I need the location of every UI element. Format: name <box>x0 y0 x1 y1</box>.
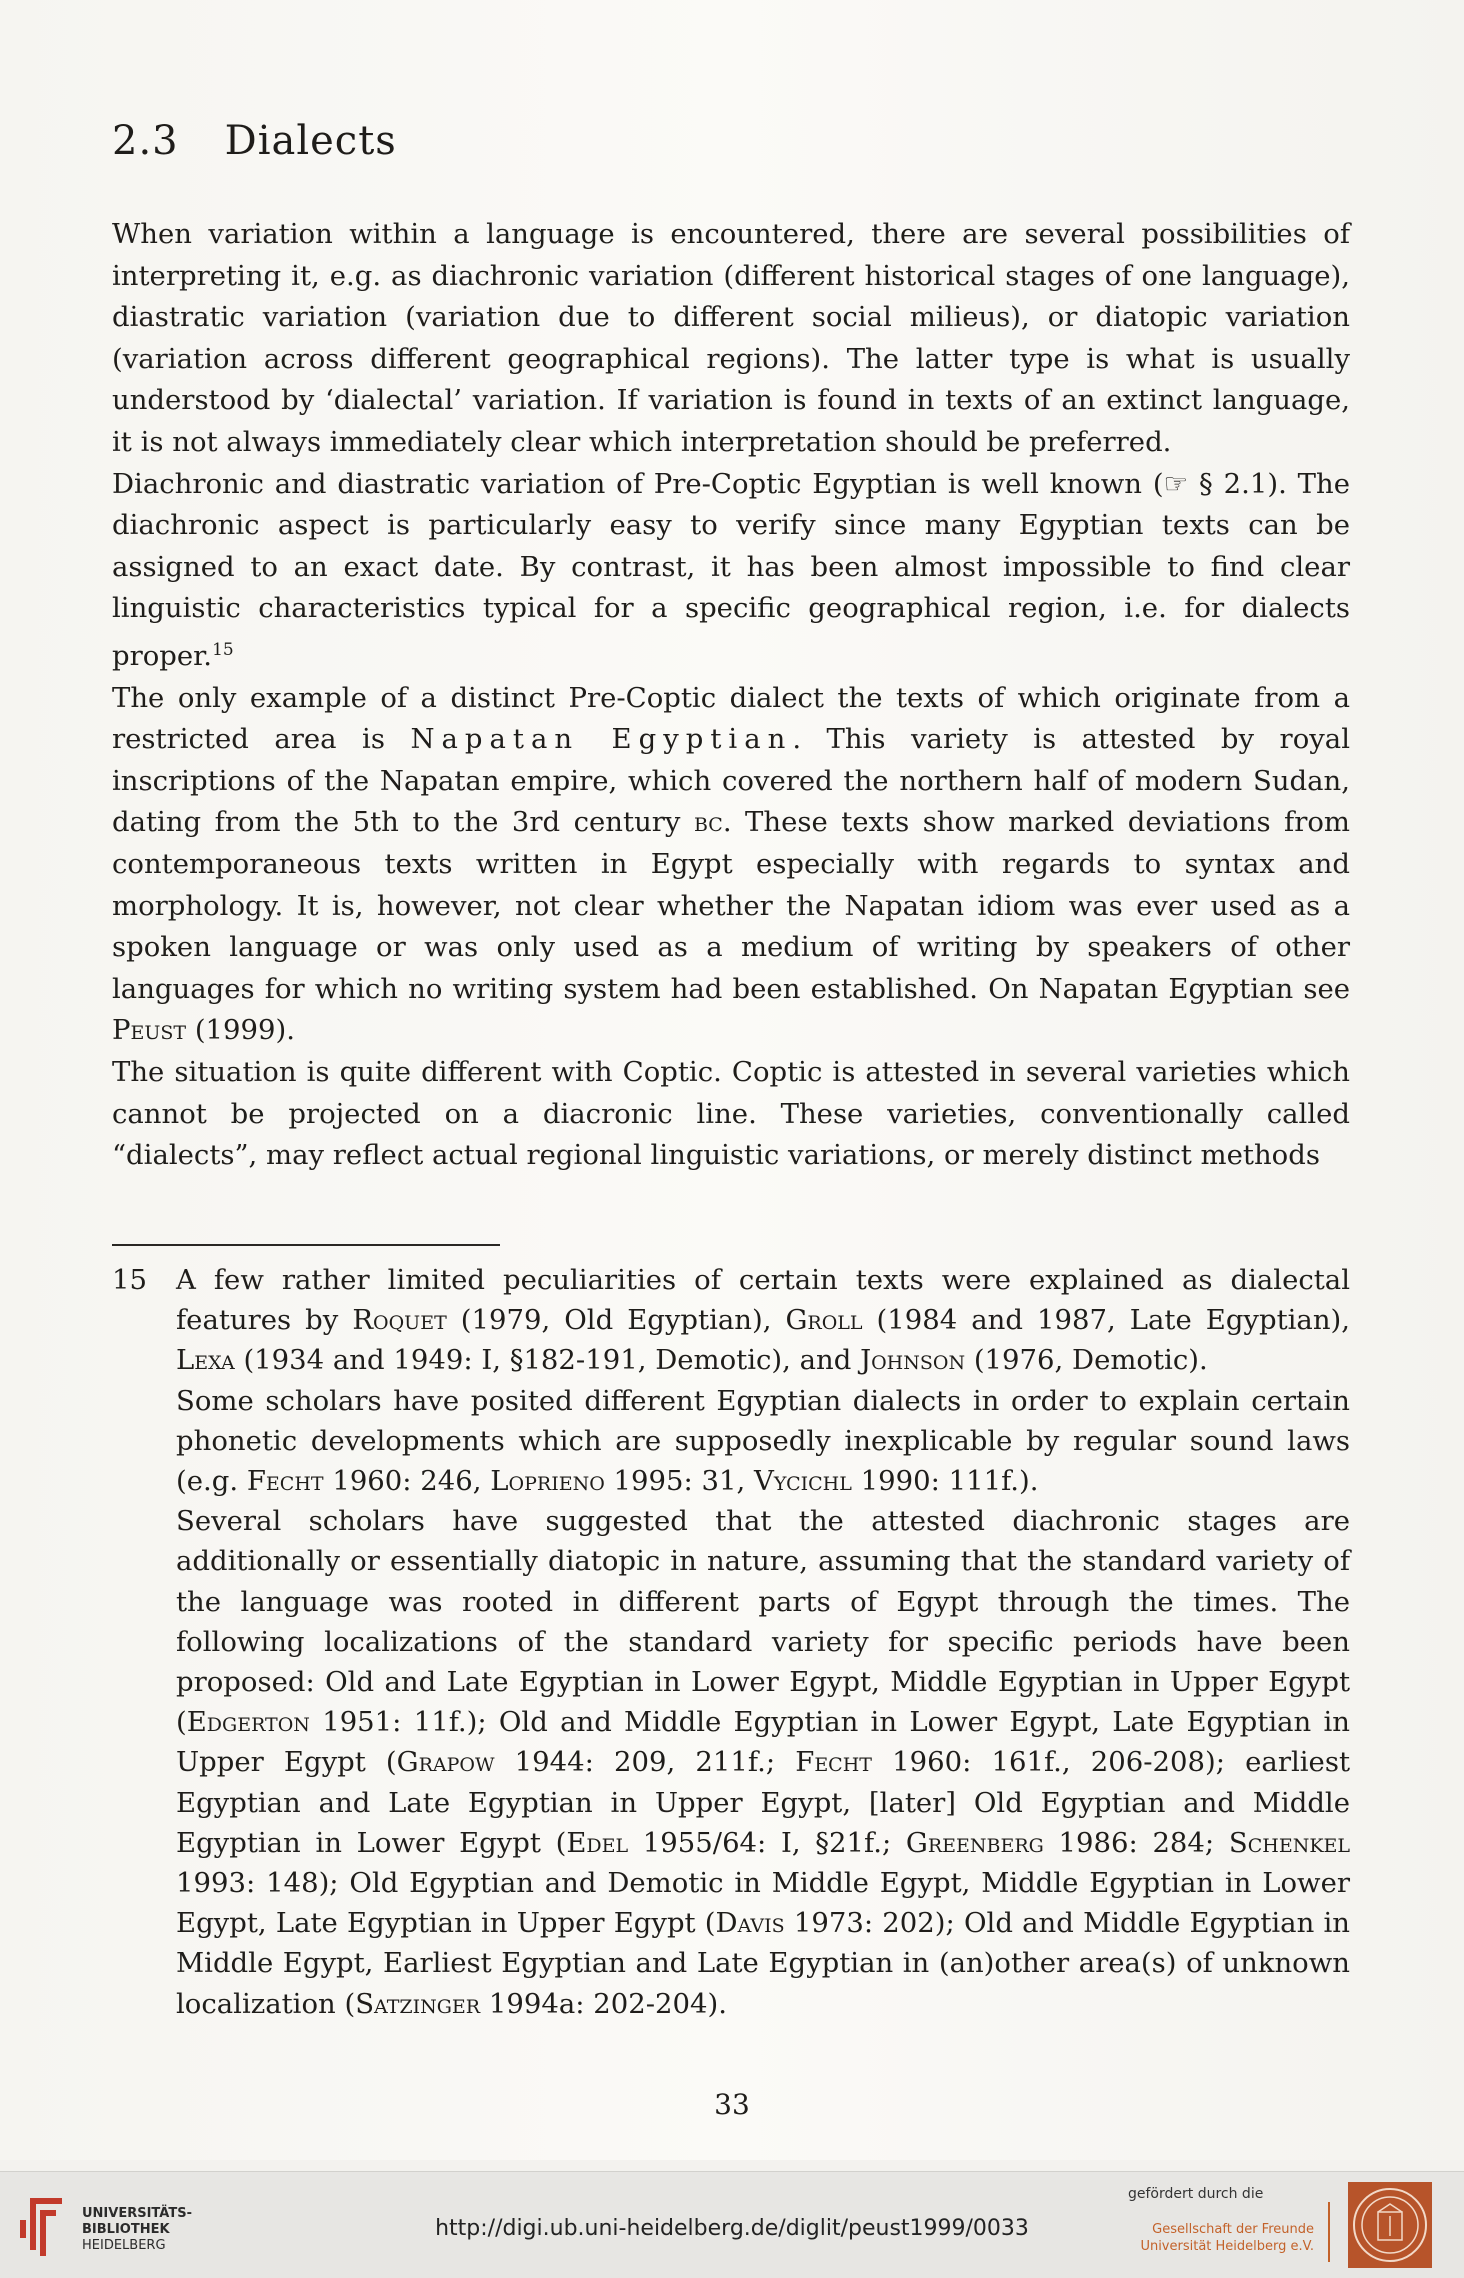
footnote-number: 15 <box>112 1264 147 1296</box>
note-text: 1960: 246, <box>323 1465 491 1498</box>
paragraph-napatan <box>112 678 1350 1052</box>
paragraph-diachronic <box>112 464 1350 678</box>
author-citation: Schenkel <box>1228 1826 1350 1859</box>
paragraph-text: When variation within a language is encountered, there are several possibilities of interpreting it, e.g. as diachronic variation (different historical stages of one language), diastratic variation (variation due to different social milieus), or diatopic variation (variation across different geographical regions). The latter type is what is usually understood by ‘dialectal’ variation. If variation is found in texts of an extinct language, it is not always immediately clear which interpretation should be preferred. <box>112 218 1350 458</box>
university-seal-icon <box>1348 2182 1432 2268</box>
author-citation: Lexa <box>176 1344 235 1377</box>
paragraph-text: § 2.1). The diachronic aspect is particularly easy to verify since many Egyptian texts can be assigned to an exact date. By contrast, it has been almost impossible to find clear linguistic characteristics typical for a specific geographical region, i.e. for dialects proper. <box>112 467 1350 673</box>
author-citation: Edel <box>566 1826 629 1859</box>
society-name-line: Gesellschaft der Freunde <box>1152 2222 1314 2237</box>
paragraph-text: . These texts show marked deviations from contemporaneous texts written in Egypt especially with regards to syntax and morphology. It is, however, not clear whether the Napatan idiom was ever used as a spoken language or was only used as a medium of writing by speakers of other languages for which no writing system had been established. On Napatan Egyptian see <box>112 806 1350 1005</box>
footnote-paragraph <box>176 1260 1350 1381</box>
society-name-line: Universität Heidelberg e.V. <box>1140 2239 1314 2254</box>
term-napatan-egyptian: Napatan Egyptian <box>410 723 793 756</box>
footnote-paragraph <box>176 1501 1350 2024</box>
note-text: Several scholars have suggested that the attested diachronic stages are additionally or essentially diatopic in nature, assuming that the standard variety of the language was rooted in different parts of Egypt through the times. The following localizations of the standard variety for specific periods have been proposed: Old and Late Egyptian in Lower Egypt, Middle Egyptian in Upper Egypt ( <box>176 1505 1350 1739</box>
library-name-line: HEIDELBERG <box>82 2238 166 2253</box>
footnote-ref[interactable]: 15 <box>212 639 234 660</box>
society-name[interactable] <box>1138 2221 1314 2255</box>
author-citation: Greenberg <box>905 1826 1044 1859</box>
section-heading <box>112 118 397 164</box>
footnote-15 <box>112 1260 1350 2024</box>
note-text: 1990: 111f.). <box>851 1465 1039 1498</box>
note-text: A few rather limited peculiarities of certain texts were explained as dialectal features by <box>176 1264 1350 1337</box>
footnote-body <box>176 1260 1350 2024</box>
library-name-line: UNIVERSITÄTS- <box>82 2206 192 2221</box>
footnote-divider <box>112 1244 500 1246</box>
note-text: 1955/64: I, §21f.; <box>628 1826 906 1859</box>
author-citation: Satzinger <box>355 1987 481 2020</box>
footer-divider <box>1328 2202 1330 2262</box>
note-text: 1973: 202); Old and Middle Egyptian in Middle Egypt, Earliest Egyptian and Late Egyptian in (an)other area(s) of unknown localization ( <box>176 1907 1350 2020</box>
note-text: (1976, Demotic). <box>965 1344 1208 1377</box>
paragraph-text: The only example of a distinct Pre-Coptic dialect the texts of which originate from a restricted area is <box>112 681 1350 756</box>
pointing-hand-icon: ☞ <box>1163 467 1189 500</box>
author-citation: Roquet <box>352 1304 447 1337</box>
author-citation: Davis <box>715 1907 785 1940</box>
paragraph-text: (1999). <box>186 1014 296 1047</box>
section-number: 2.3 <box>112 118 179 164</box>
note-text: 1944: 209, 211f.; <box>494 1746 796 1779</box>
library-name-line: BIBLIOTHEK <box>82 2222 170 2237</box>
note-text: (1979, Old Egyptian), <box>446 1304 786 1337</box>
paragraph-text: . This variety is attested by royal inscriptions of the Napatan empire, which covered the northern half of modern Sudan, dating from the 5th to the 3rd century <box>112 723 1350 839</box>
note-text: 1951: 11f.); Old and Middle Egyptian in Lower Egypt, Late Egyptian in Upper Egypt ( <box>176 1706 1350 1779</box>
note-text: (1984 and 1987, Late Egyptian), <box>862 1304 1350 1337</box>
digitization-footer <box>0 2171 1464 2278</box>
permalink-url[interactable]: http://digi.ub.uni-heidelberg.de/diglit/peust1999/0033 <box>435 2216 1029 2241</box>
section-title: Dialects <box>224 118 397 164</box>
paragraph-text: Diachronic and diastratic variation of Pre-Coptic Egyptian is well known ( <box>112 467 1164 500</box>
paragraph-text: The situation is quite different with Coptic. Coptic is attested in several varieties which cannot be projected on a diacronic line. These varieties, conventionally called “dialects”, may reflect actual regional linguistic variations, or merely distinct methods <box>112 1056 1350 1172</box>
author-citation: Vycichl <box>754 1465 852 1498</box>
author-citation: Grapow <box>396 1746 495 1779</box>
footnotes <box>112 1260 1350 2024</box>
author-citation: Groll <box>785 1304 863 1337</box>
funded-by-label: gefördert durch die <box>1128 2186 1264 2202</box>
paragraph-coptic <box>112 1052 1350 1177</box>
note-text: (1934 and 1949: I, §182-191, Demotic), and <box>234 1344 861 1377</box>
main-text <box>112 214 1350 1177</box>
page-number: 33 <box>714 2088 750 2121</box>
author-citation: Peust <box>112 1014 187 1047</box>
note-text: 1986: 284; <box>1043 1826 1229 1859</box>
note-text: 1993: 148); Old Egyptian and Demotic in Middle Egypt, Middle Egyptian in Lower Egypt, Late Egyptian in Upper Egypt ( <box>176 1867 1350 1940</box>
author-citation: Fecht <box>795 1746 872 1779</box>
paragraph-variation <box>112 214 1350 464</box>
era-abbreviation: bc <box>693 806 723 839</box>
author-citation: Loprieno <box>490 1465 605 1498</box>
author-citation: Edgerton <box>186 1706 310 1739</box>
author-citation: Johnson <box>860 1344 966 1377</box>
note-text: 1994a: 202-204). <box>480 1987 727 2020</box>
footnote-paragraph <box>176 1381 1350 1502</box>
note-text: 1960: 161f., 206-208); earliest Egyptian and Late Egyptian in Upper Egypt, [later] Old Egyptian and Middle Egyptian in Lower Egypt ( <box>176 1746 1351 1859</box>
note-text: 1995: 31, <box>604 1465 755 1498</box>
note-text: Some scholars have posited different Egyptian dialects in order to explain certain phonetic developments which are supposedly inexplicable by regular sound laws (e.g. <box>176 1384 1350 1498</box>
author-citation: Fecht <box>246 1465 324 1498</box>
